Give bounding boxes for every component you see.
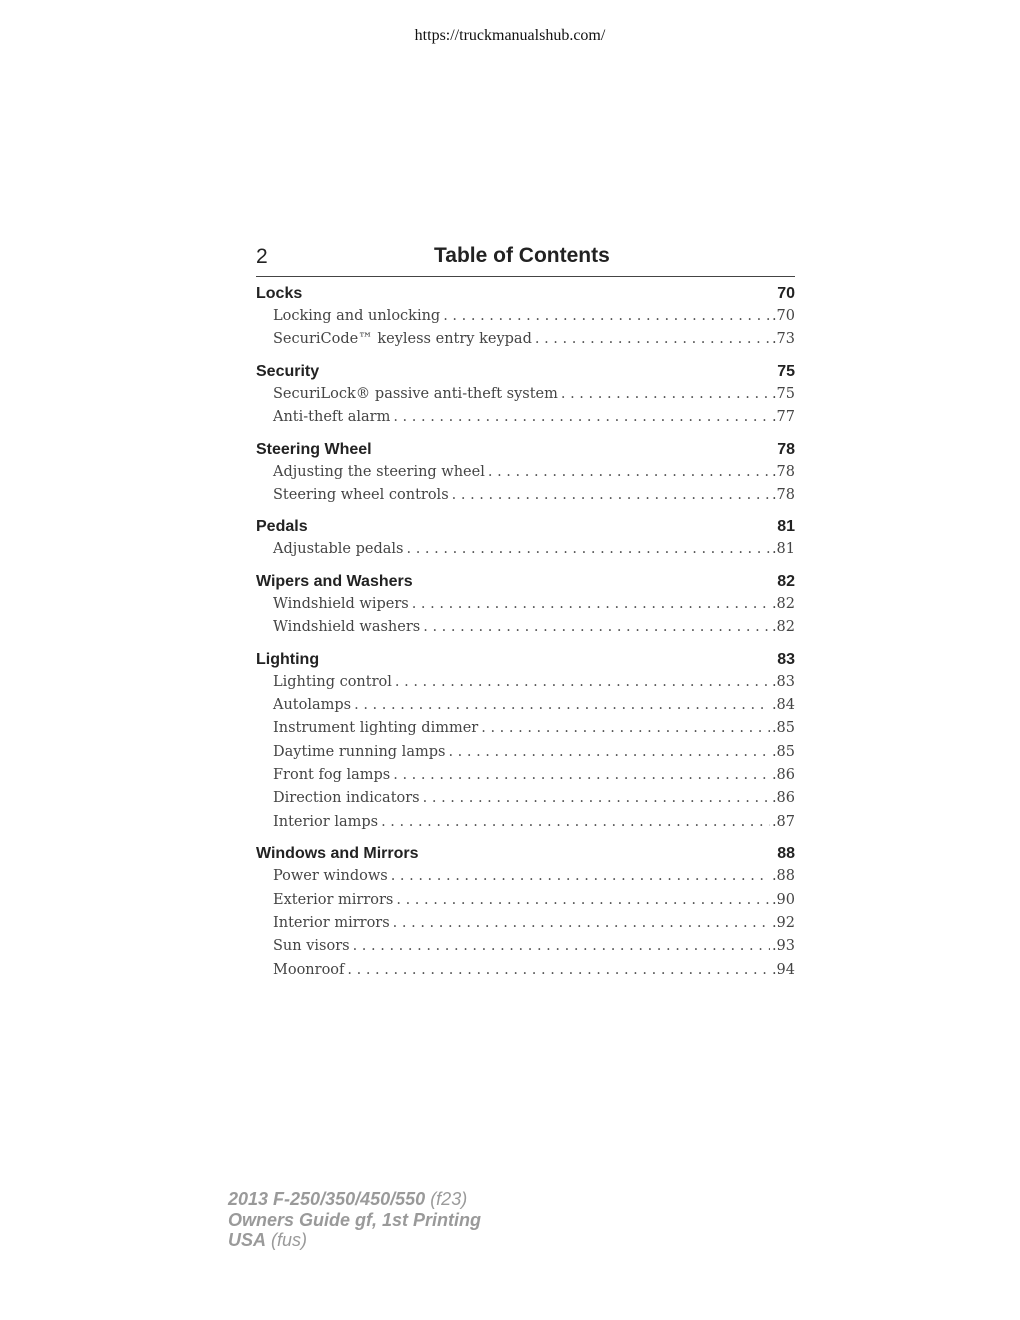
footer-market: USA	[228, 1230, 267, 1250]
toc-entry[interactable]	[256, 962, 795, 985]
toc-section	[256, 845, 795, 985]
dot-leader	[423, 619, 770, 635]
dot-leader	[395, 674, 770, 690]
footer-model-code: (f23)	[430, 1189, 468, 1209]
footer-line-3	[228, 1230, 481, 1251]
section-page-number: 78	[777, 440, 795, 458]
toc-entry[interactable]	[256, 790, 795, 813]
section-title: Pedals	[256, 518, 308, 536]
dot-leader	[396, 892, 770, 908]
footer	[228, 1189, 481, 1251]
entry-page-number: .78	[771, 463, 795, 480]
toc-entry[interactable]	[256, 697, 795, 720]
entry-title: Exterior mirrors	[273, 891, 394, 908]
toc-section-heading[interactable]	[256, 573, 795, 596]
entry-page-number: .77	[771, 409, 795, 426]
entry-title: Steering wheel controls	[273, 486, 449, 503]
dot-leader	[535, 331, 770, 347]
page-title: Table of Contents	[434, 244, 610, 267]
entry-title: Power windows	[273, 868, 388, 885]
dot-leader	[481, 720, 770, 736]
dot-leader	[393, 409, 770, 425]
entry-page-number: .86	[771, 767, 795, 784]
section-page-number: 70	[777, 285, 795, 302]
toc-entry[interactable]	[256, 814, 795, 837]
toc-entry[interactable]	[256, 464, 795, 487]
entry-page-number: .75	[771, 385, 795, 402]
entry-title: Autolamps	[273, 696, 352, 713]
footer-model: 2013 F-250/350/450/550	[228, 1189, 426, 1209]
toc-entry[interactable]	[256, 767, 795, 790]
entry-title: SecuriCode™ keyless entry keypad	[273, 331, 532, 348]
toc-section	[256, 651, 795, 838]
toc-section	[256, 573, 795, 643]
entry-page-number: .86	[771, 790, 795, 807]
toc-entry[interactable]	[256, 331, 795, 354]
entry-title: Moonroof	[273, 961, 345, 978]
section-page-number: 75	[777, 362, 795, 380]
section-page-number: 83	[777, 650, 795, 668]
toc-entry[interactable]	[256, 868, 795, 891]
entry-page-number: .93	[771, 938, 795, 955]
toc-entry[interactable]	[256, 674, 795, 697]
toc-entry[interactable]	[256, 915, 795, 938]
footer-edition: Owners Guide gf, 1st Printing	[228, 1209, 482, 1230]
footer-line-2	[228, 1210, 481, 1231]
entry-title: Adjustable pedals	[273, 541, 404, 558]
dot-leader	[393, 767, 770, 783]
entry-page-number: .90	[771, 891, 795, 908]
toc-section-heading[interactable]	[256, 518, 795, 541]
entry-title: Daytime running lamps	[273, 743, 446, 760]
toc-section	[256, 441, 795, 511]
dot-leader	[347, 962, 770, 978]
source-url[interactable]: https://truckmanualshub.com/	[414, 27, 606, 44]
entry-page-number: .85	[771, 720, 795, 737]
entry-title: Instrument lighting dimmer	[273, 720, 479, 737]
toc-section	[256, 285, 795, 355]
dot-leader	[412, 596, 770, 612]
toc-entry[interactable]	[256, 720, 795, 743]
toc-entry[interactable]	[256, 541, 795, 564]
entry-title: Interior lamps	[273, 813, 379, 830]
dot-leader	[406, 541, 769, 557]
entry-page-number: .92	[771, 915, 795, 932]
entry-title: Front fog lamps	[273, 767, 391, 784]
toc-section-heading[interactable]	[256, 285, 795, 308]
dot-leader	[561, 386, 770, 402]
toc-section-heading[interactable]	[256, 441, 795, 464]
dot-leader	[452, 487, 770, 503]
toc-section	[256, 363, 795, 433]
entry-page-number: .82	[771, 619, 795, 636]
toc-entry[interactable]	[256, 892, 795, 915]
section-title: Steering Wheel	[256, 440, 372, 458]
toc-entry[interactable]	[256, 409, 795, 432]
toc-section	[256, 518, 795, 564]
toc-section-heading[interactable]	[256, 845, 795, 868]
dot-leader	[354, 697, 770, 713]
entry-title: Interior mirrors	[273, 915, 390, 932]
table-of-contents	[256, 285, 795, 993]
entry-page-number: .73	[771, 331, 795, 348]
footer-market-code: (fus)	[271, 1230, 308, 1250]
section-title: Windows and Mirrors	[256, 845, 419, 863]
section-title: Security	[256, 362, 320, 380]
entry-title: Adjusting the steering wheel	[273, 463, 485, 480]
section-page-number: 82	[777, 572, 795, 590]
section-title: Locks	[256, 285, 303, 302]
entry-title: Locking and unlocking	[273, 308, 441, 324]
toc-entry[interactable]	[256, 619, 795, 642]
dot-leader	[391, 868, 770, 884]
entry-page-number: .81	[771, 541, 795, 558]
dot-leader	[448, 744, 770, 760]
toc-section-heading[interactable]	[256, 651, 795, 674]
toc-entry[interactable]	[256, 308, 795, 331]
entry-title: Direction indicators	[273, 790, 420, 807]
entry-page-number: .85	[771, 743, 795, 760]
dot-leader	[443, 308, 770, 324]
entry-title: Windshield washers	[273, 619, 421, 636]
toc-entry[interactable]	[256, 744, 795, 767]
entry-page-number: .94	[771, 961, 795, 978]
dot-leader	[488, 464, 770, 480]
entry-page-number: .83	[771, 673, 795, 690]
entry-page-number: .82	[771, 595, 795, 612]
entry-page-number: .87	[771, 813, 795, 830]
entry-title: Sun visors	[273, 938, 350, 955]
entry-title: Anti-theft alarm	[273, 409, 391, 426]
entry-page-number: .70	[771, 308, 795, 324]
section-page-number: 81	[777, 518, 795, 536]
dot-leader	[353, 938, 770, 954]
toc-entry[interactable]	[256, 938, 795, 961]
toc-entry[interactable]	[256, 386, 795, 409]
footer-line-1	[228, 1189, 481, 1210]
entry-title: SecuriLock® passive anti-theft system	[273, 385, 558, 402]
section-title: Lighting	[256, 650, 320, 668]
entry-page-number: .84	[771, 696, 795, 713]
dot-leader	[393, 915, 770, 931]
page-header	[256, 244, 795, 277]
section-title: Wipers and Washers	[256, 572, 413, 590]
page-number: 2	[256, 245, 268, 268]
entry-page-number: .88	[771, 868, 795, 885]
toc-entry[interactable]	[256, 596, 795, 619]
dot-leader	[423, 790, 770, 806]
toc-entry[interactable]	[256, 487, 795, 510]
dot-leader	[381, 814, 770, 830]
section-page-number: 88	[777, 845, 795, 863]
entry-page-number: .78	[771, 486, 795, 503]
entry-title: Windshield wipers	[273, 595, 409, 612]
entry-title: Lighting control	[273, 673, 392, 690]
toc-section-heading[interactable]	[256, 363, 795, 386]
